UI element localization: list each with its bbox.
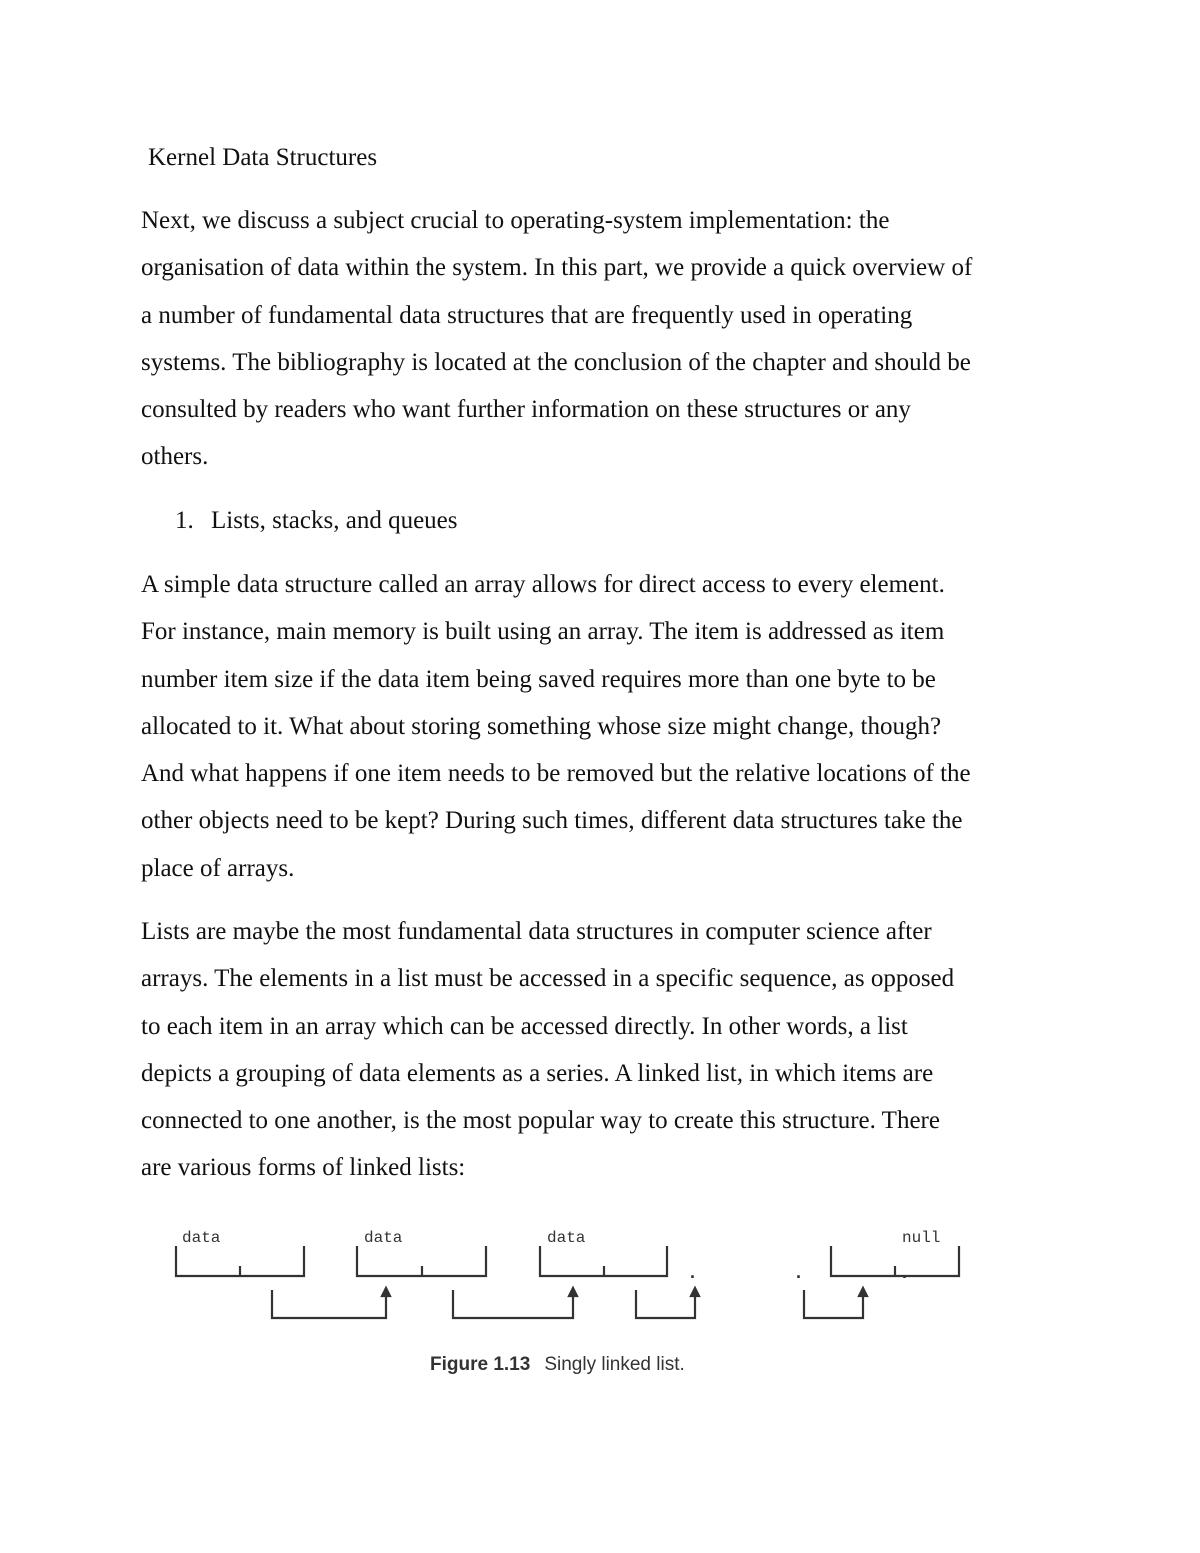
list-node [357,1246,486,1276]
node-label: data [182,1229,221,1247]
lists-line: to each item in an array which can be accessed directly. In other words, a list [141,1012,908,1040]
pointer-link [453,1288,577,1318]
lists-line: Lists are maybe the most fundamental data structures in computer science after [141,918,932,945]
array-line: number item size if the data item being saved requires more than one byte to be [141,665,936,693]
array-paragraph [141,561,1071,892]
list-node [540,1246,667,1276]
figure-caption [430,1352,685,1378]
intro-line: Next, we discuss a subject crucial to operating-system implementation: the [141,207,890,234]
caption-number: Figure 1.13 [430,1354,531,1375]
intro-line: organisation of data within the system. In this part, we provide a quick overview of [141,254,973,282]
intro-line: a number of fundamental data structures that are frequently used in operating [141,301,913,329]
node-label: data [547,1229,586,1247]
array-line: For instance, main memory is built using an array. The item is addressed as item [141,618,945,646]
pointer-link [272,1288,390,1318]
lists-line: depicts a grouping of data elements as a series. A linked list, in which items are [141,1059,934,1087]
list-item-text: Lists, stacks, and queues [211,507,458,534]
numbered-list-item [175,501,457,541]
node-label: data [364,1229,403,1247]
array-line: place of arrays. [141,854,295,882]
array-line: A simple data structure called an array allows for direct access to every element. [141,571,945,598]
list-node [176,1246,304,1276]
lists-line: connected to one another, is the most popular way to create this structure. There [141,1107,940,1135]
intro-paragraph [141,197,1071,481]
lists-line: arrays. The elements in a list must be accessed in a specific sequence, as opposed [141,965,955,993]
array-line: And what happens if one item needs to be removed but the relative locations of the [141,760,971,788]
intro-line: others. [141,443,209,471]
pointer-link [636,1288,699,1318]
lists-paragraph [141,908,1071,1192]
node-label: null [902,1229,941,1247]
section-title: Kernel Data Structures [148,144,378,171]
linked-list-diagram [160,1220,980,1350]
lists-line: are various forms of linked lists: [141,1154,466,1182]
array-line: allocated to it. What about storing something whose size might change, though? [141,712,942,740]
intro-line: systems. The bibliography is located at the conclusion of the chapter and should be [141,348,971,376]
array-line: other objects need to be kept? During such times, different data structures take the [141,807,963,835]
ellipsis-label: . . . [690,1262,956,1282]
caption-text: Singly linked list. [544,1354,685,1375]
intro-line: consulted by readers who want further information on these structures or any [141,396,911,424]
list-item-number: 1. [175,507,194,534]
pointer-link [804,1288,867,1318]
